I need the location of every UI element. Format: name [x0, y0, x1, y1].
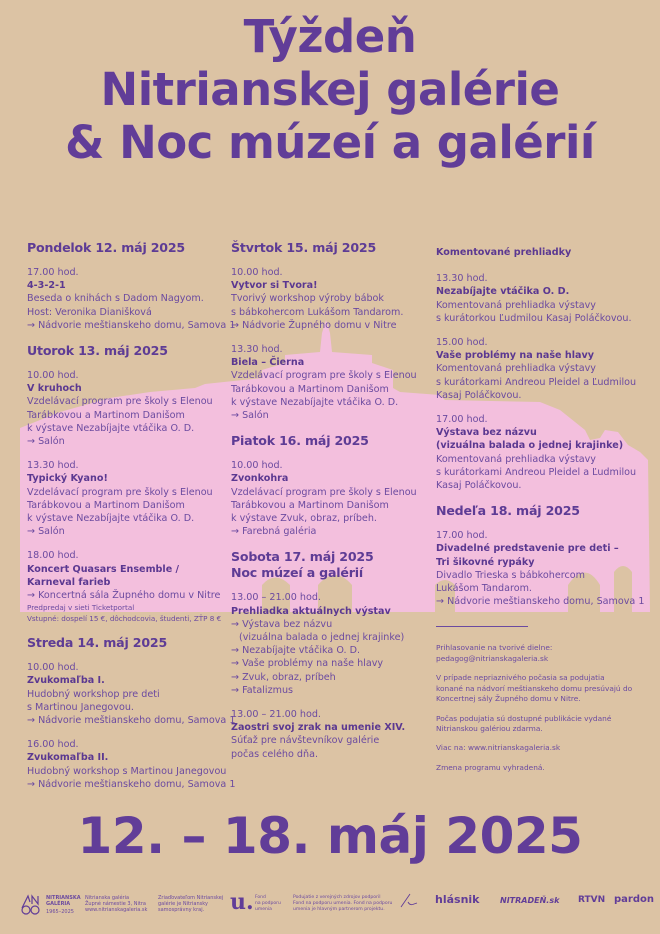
- fund-line: umenia: [255, 907, 272, 912]
- event-time: 17.00 hod.: [27, 267, 79, 278]
- title-line-2: Nitrianskej galérie: [100, 63, 560, 116]
- event-line: Vzdelávací program pre školy s Elenou: [231, 370, 417, 382]
- logo-text: GALÉRIA: [46, 901, 71, 907]
- event-line: Vzdelávací program pre školy s Elenou: [231, 486, 417, 498]
- note-website: [436, 743, 656, 753]
- event-line: Tvorivý workshop výroby bábok: [231, 293, 384, 305]
- event-title: Vaše problémy na naše hlavy: [436, 350, 594, 362]
- event-venue: → Nádvorie meštianskeho domu, Samova 1: [436, 596, 645, 608]
- support-line: Podujatie z verejných zdrojov podporil: [293, 895, 381, 900]
- exhibition-item: → Nezabíjajte vtáčika O. D.: [231, 645, 361, 657]
- note-publications: [436, 714, 656, 735]
- partner-logo-nitraden: NITRADEŇ.sk: [500, 896, 560, 905]
- partner-logo-pardon: pardon: [614, 894, 654, 905]
- event-item: [231, 459, 431, 538]
- event-venue: → Farebná galéria: [231, 526, 317, 538]
- event-line: Lukášom Tandarom.: [436, 583, 532, 595]
- event-venue: → Nádvorie Župného domu v Nitre: [231, 319, 397, 331]
- event-line: s Martinou Janegovou.: [27, 701, 134, 713]
- event-title: Vytvor si Tvora!: [231, 280, 318, 292]
- event-title-cont: Tri šikovné rypáky: [436, 556, 535, 568]
- event-title-cont: Karneval farieb: [27, 576, 111, 588]
- event-time: 17.00 hod.: [436, 414, 488, 426]
- event-line: Komentovaná prehliadka výstavy: [436, 363, 596, 375]
- address-line: Nitrianska galéria: [85, 895, 130, 901]
- event-line: Kasaj Poláčkovou.: [436, 389, 522, 401]
- admission-info: Vstupné: dospelí 15 €, dôchodcovia, študenti, ZŤP 8 €: [27, 614, 222, 624]
- event-line: Komentovaná prehliadka výstavy: [436, 299, 596, 311]
- event-item: [27, 661, 236, 727]
- event-line: Vzdelávací program pre školy s Elenou: [27, 396, 213, 408]
- note-line: V prípade nepriaznivého počasia sa podujatia: [436, 673, 605, 683]
- event-title: Zvukomaľba I.: [27, 675, 105, 687]
- exhibition-item: → Výstava bez názvu: [231, 618, 333, 630]
- day-heading-saturday: Sobota 17. máj 2025: [231, 549, 374, 565]
- program-column-2: [231, 240, 431, 772]
- event-item: [27, 266, 236, 332]
- event-line: k výstave Nezabíjajte vtáčika O. D.: [27, 422, 195, 434]
- event-item: [436, 336, 656, 402]
- event-venue: → Nádvorie meštianskeho domu, Samova 1: [27, 778, 236, 790]
- event-line: Hudobný workshop s Martinou Janegovou: [27, 765, 227, 777]
- website-link[interactable]: Viac na: www.nitrianskagaleria.sk: [436, 743, 561, 753]
- event-title: Výstava bez názvu: [436, 427, 537, 439]
- day-heading-wednesday: Streda 14. máj 2025: [27, 635, 168, 651]
- day-subheading-museum-night: Noc múzeí a galérií: [231, 565, 364, 581]
- event-line: k výstave Nezabíjajte vtáčika O. D.: [231, 396, 399, 408]
- event-line: s bábkohercom Lukášom Tandarom.: [231, 306, 404, 318]
- note-line: Zmena programu vyhradená.: [436, 762, 545, 772]
- note-line: Nitrianskou galériou zdarma.: [436, 723, 543, 733]
- event-time: 13.00 – 21.00 hod.: [231, 592, 321, 604]
- website-link[interactable]: www.nitrianskagaleria.sk: [85, 907, 148, 913]
- logo-years: 1965–2025: [46, 909, 74, 915]
- event-venue: → Nádvorie meštianskeho domu, Samova 1: [27, 715, 236, 727]
- event-title: Biela – Čierna: [231, 357, 305, 369]
- event-time: 13.30 hod.: [436, 273, 488, 285]
- exhibition-item: → Vaše problémy na naše hlavy: [231, 658, 384, 670]
- event-title-cont: (vizuálna balada o jednej krajinke): [436, 440, 624, 452]
- event-line: počas celého dňa.: [231, 748, 319, 760]
- program-column-1: [27, 240, 236, 802]
- event-time: 15.00 hod.: [436, 337, 488, 349]
- fund-logo-mark: u.: [230, 889, 254, 915]
- fund-text: [255, 895, 290, 913]
- event-line: Tarábkovou a Martinom Danišom: [231, 383, 389, 395]
- event-line: Kasaj Poláčkovou.: [436, 480, 522, 492]
- event-line: Tarábkovou a Martinom Danišom: [27, 499, 185, 511]
- event-line: Host: Veronika Dianišková: [27, 306, 152, 318]
- program-column-3: [436, 240, 656, 782]
- presale-info: Predpredaj v sieti Ticketportal: [27, 603, 135, 613]
- event-item: [231, 343, 431, 422]
- event-venue: → Koncertná sála Župného domu v Nitre: [27, 590, 221, 602]
- event-line: s kurátorkou Ľudmilou Kasaj Poláčkovou.: [436, 312, 632, 324]
- event-time: 13.00 – 21.00 hod.: [231, 709, 321, 721]
- event-time: 10.00 hod.: [231, 267, 283, 278]
- event-line: Súťaž pre návštevníkov galérie: [231, 735, 380, 747]
- exhibition-item-subtitle: (vizuálna balada o jednej krajinke): [239, 632, 405, 644]
- day-heading-friday: Piatok 16. máj 2025: [231, 433, 369, 449]
- title-line-1: Týždeň: [243, 10, 417, 63]
- event-item: [231, 708, 431, 761]
- support-line: umenia je hlavným partnerom projektu.: [293, 907, 385, 912]
- gallery-logo-icon: [20, 894, 42, 916]
- footer-address: [85, 895, 155, 913]
- founder-line: galérie je Nitriansky: [158, 901, 208, 907]
- event-item: [27, 549, 227, 624]
- address-line: Župné námestie 3, Nitra: [85, 901, 146, 907]
- gallery-logo: [20, 894, 81, 918]
- day-heading-tuesday: Utorok 13. máj 2025: [27, 343, 168, 359]
- event-venue: → Salón: [27, 436, 65, 448]
- note-line: Prihlasovanie na tvorivé dielne:: [436, 643, 553, 653]
- event-line: s kurátorkami Andreou Pleidel a Ľudmilou: [436, 376, 637, 388]
- partner-logo-symbol: [400, 892, 418, 910]
- note-changes: [436, 763, 656, 773]
- support-line: Fond na podporu umenia. Fond na podporu: [293, 901, 393, 906]
- fund-line: Fond: [255, 895, 266, 900]
- event-time: 13.30 hod.: [231, 344, 283, 356]
- event-item: [436, 272, 656, 325]
- event-item: [231, 591, 431, 697]
- event-venue: → Salón: [231, 410, 269, 422]
- event-title: Zvukomaľba II.: [27, 752, 109, 764]
- section-heading-guided-tours: Komentované prehliadky: [436, 247, 572, 258]
- event-time: 10.00 hod.: [231, 460, 283, 472]
- event-title: V kruhoch: [27, 383, 82, 395]
- poster-title: [0, 10, 660, 169]
- event-title: Nezabíjajte vtáčika O. D.: [436, 286, 570, 298]
- event-line: k výstave Zvuk, obraz, príbeh.: [231, 513, 377, 525]
- logo-text: NITRIANSKA: [46, 895, 81, 901]
- event-time: 16.00 hod.: [27, 739, 79, 751]
- event-line: Tarábkovou a Martinom Danišom: [231, 499, 389, 511]
- partner-logo-hlasnik: hlásnik: [435, 893, 480, 906]
- event-item: [436, 529, 656, 608]
- footer-founder: [158, 895, 228, 913]
- event-item: [436, 413, 656, 492]
- event-title: 4-3-2-1: [27, 280, 66, 292]
- note-line: Koncertnej sály Župného domu v Nitre.: [436, 694, 581, 704]
- event-line: Vzdelávací program pre školy s Elenou: [27, 486, 213, 498]
- event-item: [27, 738, 236, 791]
- day-heading-thursday: Štvrtok 15. máj 2025: [231, 240, 377, 255]
- title-line-3: & Noc múzeí a galérií: [65, 116, 595, 169]
- event-title: Koncert Quasars Ensemble /: [27, 563, 180, 575]
- event-item: [27, 369, 227, 448]
- event-time: 17.00 hod.: [436, 530, 488, 542]
- support-text: [293, 895, 393, 913]
- divider: [436, 626, 528, 627]
- event-line: Komentovaná prehliadka výstavy: [436, 453, 596, 465]
- day-heading-monday: Pondelok 12. máj 2025: [27, 240, 185, 255]
- event-title: Typický Kyano!: [27, 473, 108, 485]
- founder-line: Zriaďovateľom Nitrianskej: [158, 895, 224, 901]
- event-title: Zaostri svoj zrak na umenie XIV.: [231, 722, 406, 734]
- event-line: Tarábkovou a Martinom Danišom: [27, 409, 185, 421]
- event-line: k výstave Nezabíjajte vtáčika O. D.: [27, 513, 195, 525]
- event-line: Beseda o knihách s Dadom Nagyom.: [27, 293, 204, 305]
- event-line: Hudobný workshop pre deti: [27, 688, 160, 700]
- note-line: konané na nádvorí meštianskeho domu presúvajú do: [436, 683, 633, 693]
- note-line: Počas podujatia sú dostupné publikácie vydané: [436, 713, 612, 723]
- email-link[interactable]: pedagog@nitrianskagaleria.sk: [436, 653, 549, 663]
- event-venue: → Nádvorie meštianskeho domu, Samova 1: [27, 319, 236, 331]
- signature-icon: [400, 892, 418, 908]
- note-registration: [436, 643, 656, 664]
- fund-logo: [230, 890, 254, 914]
- event-time: 13.30 hod.: [27, 460, 79, 472]
- event-title: Divadelné predstavenie pre deti –: [436, 543, 619, 555]
- footer: [20, 889, 654, 924]
- event-time: 10.00 hod.: [27, 662, 79, 674]
- exhibition-item: → Fatalizmus: [231, 684, 294, 696]
- fund-line: na podporu: [255, 901, 281, 906]
- founder-line: samosprávny kraj.: [158, 907, 205, 913]
- event-time: 10.00 hod.: [27, 370, 79, 382]
- exhibition-item: → Zvuk, obraz, príbeh: [231, 671, 336, 683]
- event-dates: 12. – 18. máj 2025: [77, 807, 583, 865]
- note-weather: [436, 673, 656, 704]
- event-title: Prehliadka aktuálnych výstav: [231, 605, 391, 617]
- event-line: Divadlo Trieska s bábkohercom: [436, 569, 585, 581]
- event-item: [231, 266, 431, 332]
- event-time: 18.00 hod.: [27, 550, 79, 562]
- partner-logo-rtvn: RTVN: [578, 895, 606, 905]
- event-venue: → Salón: [27, 526, 65, 538]
- day-heading-sunday: Nedeľa 18. máj 2025: [436, 503, 580, 519]
- event-line: s kurátorkami Andreou Pleidel a Ľudmilou: [436, 466, 637, 478]
- event-title: Zvonkohra: [231, 473, 289, 485]
- event-item: [27, 459, 227, 538]
